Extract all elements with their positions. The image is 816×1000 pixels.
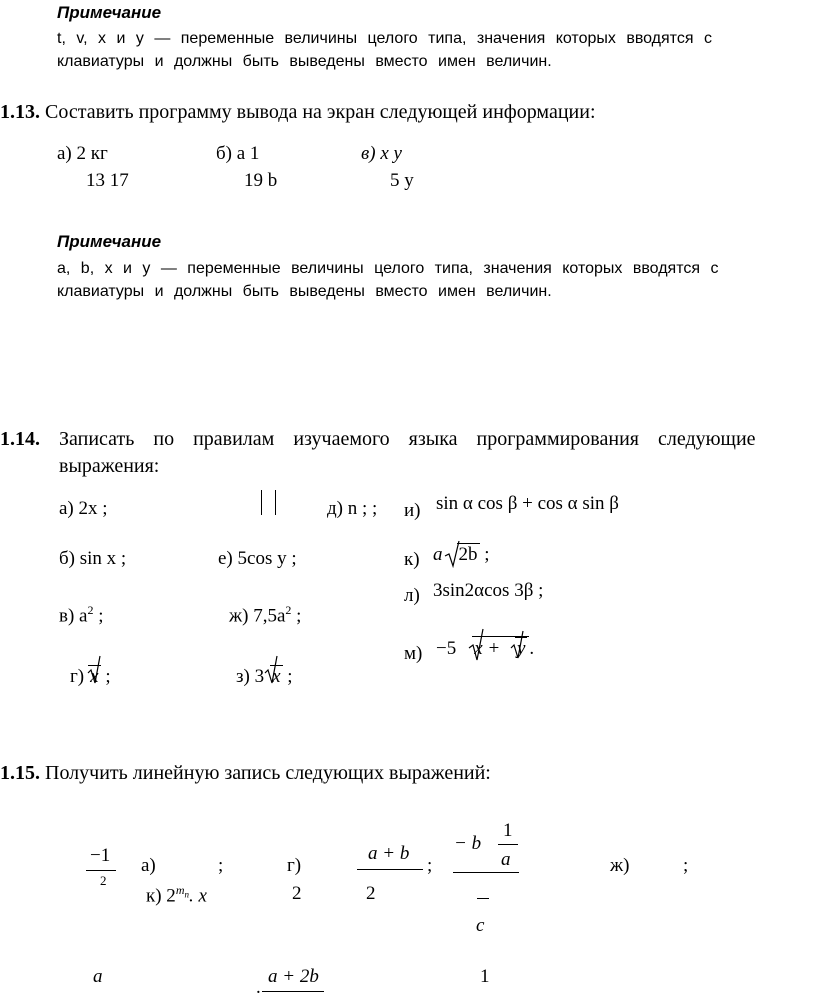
expr-g-mid: 2 bbox=[292, 883, 302, 904]
expr-k-tail: . x bbox=[188, 885, 207, 907]
sqrt-radicand: x bbox=[272, 666, 281, 687]
expr-k-sup-n: n bbox=[184, 889, 189, 900]
expr-k-var: a bbox=[433, 544, 443, 565]
abs-bar-right bbox=[275, 490, 276, 515]
task-heading bbox=[0, 428, 756, 451]
fraction-bar bbox=[262, 991, 324, 992]
option-b-line1: б) a 1 bbox=[216, 143, 260, 164]
expr-v bbox=[59, 603, 104, 627]
sqrt-icon bbox=[510, 630, 524, 660]
expr-b: б) sin x ; bbox=[59, 548, 127, 569]
expr-a: а) 2x ; bbox=[59, 498, 108, 519]
expr-g-label: г) bbox=[287, 855, 302, 876]
expr-v-tail: ; bbox=[98, 605, 104, 627]
option-b-line2: 19 b bbox=[244, 170, 278, 191]
note-line: клавиатуры и должны быть выведены вместо имен величин. bbox=[57, 53, 552, 70]
expr-m-coef: −5 bbox=[436, 638, 457, 659]
sqrt-radicand: x bbox=[90, 666, 99, 687]
expr-a-tail: ; bbox=[218, 855, 224, 876]
note-title: Примечание bbox=[57, 232, 162, 251]
expr-a-label: а) bbox=[141, 855, 156, 876]
fraction-bar bbox=[477, 898, 489, 899]
expr-k bbox=[146, 883, 207, 907]
sqrt-icon bbox=[264, 655, 278, 685]
task-heading bbox=[0, 762, 491, 785]
frac2-one: 1 bbox=[503, 820, 513, 841]
frac2-top: − b bbox=[454, 833, 482, 854]
expr-k-label: к) bbox=[404, 549, 420, 570]
expr-m-x: x + bbox=[474, 638, 501, 659]
frac-g-den: 2 bbox=[366, 883, 376, 904]
fraction-bar bbox=[453, 872, 519, 873]
expr-z-tail: ; bbox=[287, 666, 293, 687]
expr-g-label: г) bbox=[70, 666, 85, 687]
expr-e: е) 5cos y ; bbox=[218, 548, 297, 569]
fraction-bar bbox=[357, 869, 423, 870]
expr-m-tail: . bbox=[529, 638, 535, 659]
sqrt-icon bbox=[468, 628, 484, 662]
task-number: 1.15. bbox=[0, 762, 40, 784]
expr-i: sin α cos β + cos α sin β bbox=[436, 493, 619, 514]
expr-zh-label: ж) bbox=[610, 855, 630, 876]
expr-g-tail: ; bbox=[105, 666, 111, 687]
task-text-cont: выражения: bbox=[59, 455, 160, 477]
expr-v-base: в) a bbox=[59, 605, 88, 627]
note-line: t, v, x и y — переменные величины целого типа, значения которых вводятся с bbox=[57, 30, 712, 47]
task-text: Записать по правилам изучаемого языка программирования следующие bbox=[59, 428, 756, 450]
task-number: 1.14. bbox=[0, 428, 40, 450]
expr-zh-sup: 2 bbox=[285, 603, 292, 617]
expr-zh-tail: ; bbox=[296, 605, 302, 627]
option-a-line1: а) 2 кг bbox=[57, 143, 108, 164]
sqrt-icon bbox=[444, 540, 460, 568]
sqrt-radicand: 2b bbox=[458, 544, 478, 565]
frac-a-den: 2 bbox=[100, 873, 107, 888]
option-a-line2: 13 17 bbox=[86, 170, 129, 191]
expr-i-label: и) bbox=[404, 500, 421, 521]
expr-l: 3sin2αcos 3β ; bbox=[433, 580, 544, 601]
task-text: Получить линейную запись следующих выражений: bbox=[45, 762, 491, 784]
frac2-c: c bbox=[476, 915, 485, 936]
expr-z-label: з) 3 bbox=[236, 666, 265, 687]
note-line: a, b, x и y — переменные величины целого типа, значения которых вводятся с bbox=[57, 260, 719, 277]
frac-g-num: a + b bbox=[368, 843, 410, 864]
note-title: Примечание bbox=[57, 3, 162, 22]
option-c-line1: в) x y bbox=[361, 143, 402, 164]
task-number: 1.13. bbox=[0, 101, 40, 123]
bottom-a: a bbox=[93, 966, 103, 987]
abs-bar-left bbox=[261, 490, 262, 515]
expr-zh bbox=[229, 603, 301, 627]
expr-zh-tail: ; bbox=[683, 855, 689, 876]
fraction-bar bbox=[498, 844, 518, 845]
task-heading bbox=[0, 101, 596, 124]
expr-v-sup: 2 bbox=[87, 603, 94, 617]
expr-k-sup bbox=[175, 883, 189, 900]
expr-m-y: y bbox=[516, 638, 526, 659]
expr-k-tail: ; bbox=[484, 544, 490, 565]
fraction-bar bbox=[86, 870, 116, 871]
expr-k bbox=[433, 543, 490, 566]
task-text: Составить программу вывода на экран следующей информации: bbox=[45, 101, 596, 123]
option-c-line2: 5 y bbox=[390, 170, 414, 191]
bottom-one: 1 bbox=[480, 966, 490, 987]
note-line: клавиатуры и должны быть выведены вместо имен величин. bbox=[57, 283, 552, 300]
frac2-a: a bbox=[501, 849, 511, 870]
expr-zh-base: ж) 7,5a bbox=[229, 605, 286, 627]
bottom-dot: . bbox=[256, 977, 261, 998]
bottom-expr: a + 2b bbox=[268, 966, 319, 987]
sqrt-icon bbox=[87, 655, 101, 685]
expr-m-label: м) bbox=[404, 643, 423, 664]
expr-k-base: к) 2 bbox=[146, 885, 176, 907]
expr-k-sup-m: m bbox=[175, 883, 185, 897]
frac-a-num: −1 bbox=[90, 845, 111, 866]
expr-g-tail: ; bbox=[427, 855, 433, 876]
expr-d: д) n ; ; bbox=[327, 498, 378, 519]
expr-l-label: л) bbox=[404, 585, 420, 606]
